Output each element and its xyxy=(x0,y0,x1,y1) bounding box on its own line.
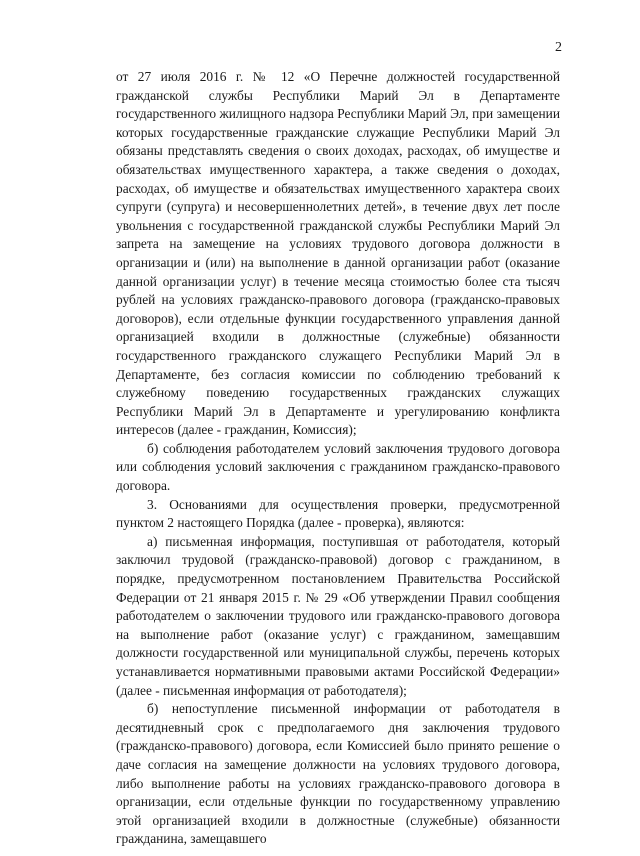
paragraph-a-written-information: а) письменная информация, поступившая от работодателя, который заключил трудовой (гражданско-правовой) договор с гражданином, в порядке, предусмотренном постановлением Правительства Российской Федерации от 21 января 2015 г. № 29 «Об утверждении Правил сообщения работодателем о заключении трудового или гражданско-правового договора на выполнение работ (оказание услуг) с гражданином, замещавшим должности государственной или муниципальной службы, перечень которых устанавливается нормативными правовыми актами Российской Федерации» (далее - письменная информация от работодателя); xyxy=(116,533,560,698)
paragraph-b-employer-conditions: б) соблюдения работодателем условий заключения трудового договора или соблюдения условий заключения с гражданином гражданско-правового договора. xyxy=(116,440,560,494)
document-body xyxy=(116,68,560,849)
page-number: 2 xyxy=(555,40,562,55)
paragraph-continuation: от 27 июля 2016 г. № 12 «О Перечне должностей государственной гражданской службы Республики Марий Эл в Департаменте государственного жилищного надзора Республики Марий Эл, при замещении которых государственные гражданские служащие Республики Марий Эл обязаны представлять сведения о своих доходах, расходах, об имуществе и обязательствах имущественного характера, а также сведения о доходах, расходах, об имуществе и обязательствах имущественного характера своих супруги (супруга) и несовершеннолетних детей», в течение двух лет после увольнения с государственной гражданской службы Республики Марий Эл запрета на замещение на условиях трудового договора должности в организации и (или) на выполнение в данной организации работ (оказание данной организации услуг) в течение месяца стоимостью более ста тысяч рублей на условиях гражданско-правового договора (гражданско-правовых договоров), если отдельные функции государственного управления данной организацией входили в должностные (служебные) обязанности государственного гражданского служащего Республики Марий Эл в Департаменте, без согласия комиссии по соблюдению требований к служебному поведению государственных гражданских служащих Республики Марий Эл в Департаменте и урегулированию конфликта интересов (далее - гражданин, Комиссия); xyxy=(116,69,560,438)
paragraph-3-grounds: 3. Основаниями для осуществления проверки, предусмотренной пунктом 2 настоящего Порядка (далее - проверка), являются: xyxy=(116,496,560,531)
paragraph-b-no-information: б) непоступление письменной информации от работодателя в десятидневный срок с предполагаемого дня заключения трудового (гражданско-правового) договора, если Комиссией было принято решение о даче согласия на замещение должности на условиях трудового договора, либо выполнение работы на условиях гражданско-правового договора в организации, если отдельные функции по государственному управлению этой организацией входили в должностные (служебные) обязанности гражданина, замещавшего xyxy=(116,701,560,847)
